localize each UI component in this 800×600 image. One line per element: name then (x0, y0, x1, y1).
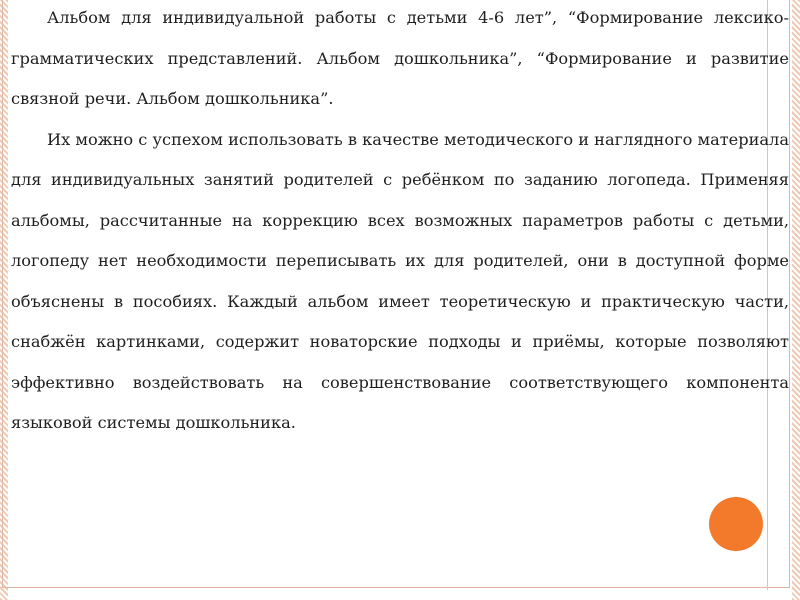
paragraph-albums-usage: Их можно с успехом использовать в качестве методического и наглядного материала для индивидуальных занятий родителей с ребёнком по заданию логопеда. Применяя альбомы, рассчитанные на коррекцию всех возможных параметров работы с детьми, логопеду нет необходимости переписывать их для родителей, они в доступной форме объяснены в пособиях. Каждый альбом имеет теоретическую и практическую части, снабжён картинками, содержит новаторские подходы и приёмы, которые позволяют эффективно воздействовать на совершенствование соответствующего компонента языковой системы дошкольника. (11, 129, 789, 432)
right-decorative-band (792, 0, 800, 600)
orange-circle-decoration (709, 497, 763, 551)
paragraph-albums-list: Альбом для индивидуальной работы с детьми 4-6 лет”, “Формирование лексико-грамматических представлений. Альбом дошкольника”, “Формирование и развитие связной речи. Альбом дошкольника”. (11, 8, 789, 108)
slide-body-text (11, 0, 789, 444)
